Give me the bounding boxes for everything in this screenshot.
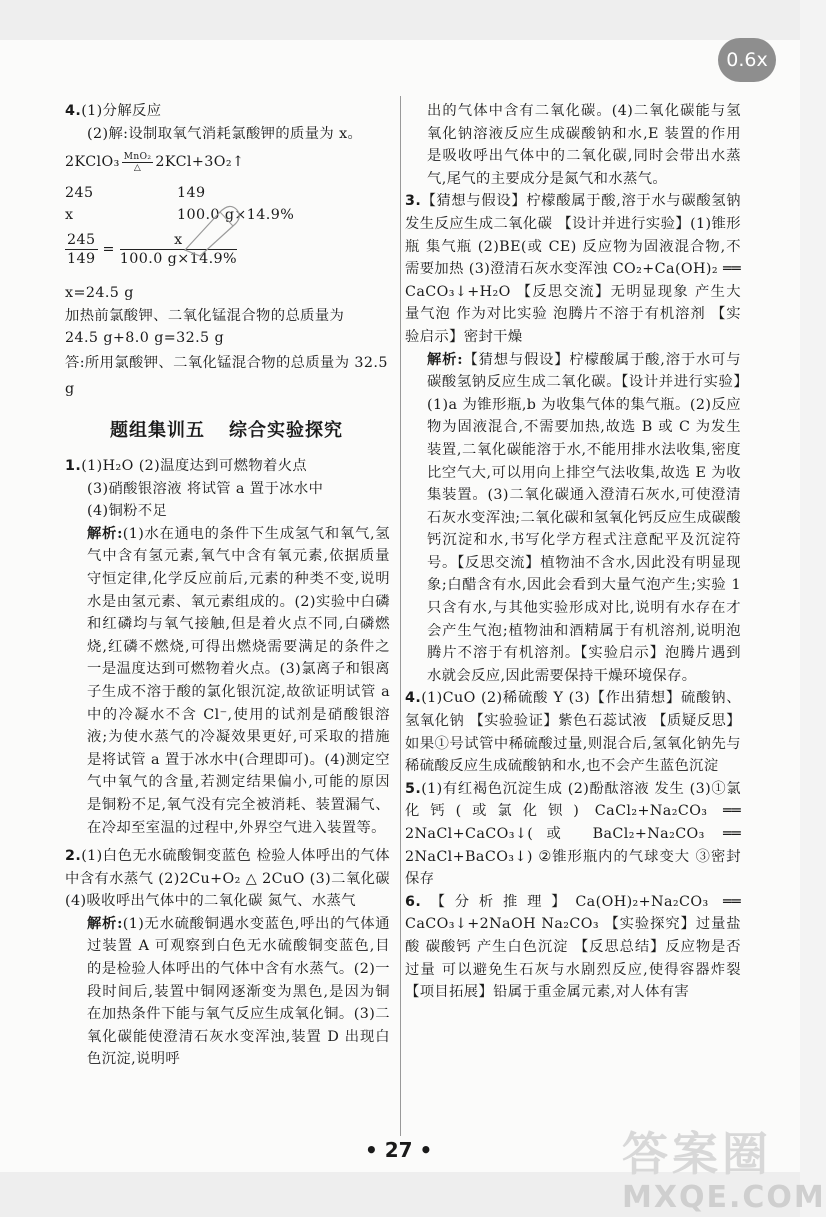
- answer-text: (2)解:设制取氧气消耗氯酸钾的质量为 x。: [87, 125, 363, 142]
- viewer-top-bar: [0, 0, 800, 40]
- pencil-sketch-icon: [175, 200, 245, 260]
- answer-text: (4)铜粉不足: [87, 503, 168, 520]
- analysis-paragraph: 解析:(1)无水硫酸铜遇水变蓝色,呼出的气体通过装置 A 可观察到白色无水硫酸铜变蓝色,目的是检验人体呼出的气体中含有水蒸气。(2)一段时间后,装置中铜网逐渐变为黑色,是因为铜在加热条件下能与氧气反应生成氧化铜。(3)二氧化碳能使澄清石灰水变浑浊,装置 D 出现白色沉淀,说明呼: [87, 915, 390, 1068]
- ratio-equation: $\frac{245}{149}$ = $\frac{x}{100.0 g\times 14.9\%}$: [67, 231, 238, 267]
- question-number: 2.: [65, 848, 82, 865]
- answer-text: (1)分解反应: [81, 103, 162, 119]
- page-number: • 27 •: [365, 1138, 433, 1162]
- question-number: 1.: [65, 458, 82, 474]
- answer-text: 【分析推理】Ca(OH)₂+Na₂CO₃ ══ CaCO₃↓+2NaOH Na₂CO₃ 【实验探究】过量盐酸 碳酸钙 产生白色沉淀 【反思总结】反应物是否过量 可以避免生石灰与水剧烈反应,使得容器炸裂 【项目拓展】铅属于重金属元素,对人体有害: [405, 893, 741, 1001]
- answer-text: (1)有红褐色沉淀生成 (2)酚酞溶液 发生 (3)①氯化钙(或氯化钡) CaCl₂+Na₂CO₃ ══ 2NaCl+CaCO₃↓(或 BaCl₂+Na₂CO₃ ══ 2NaCl+BaCO₃↓) ②锥形瓶内的气球变大 ③密封保存: [405, 780, 741, 888]
- mass-row: x 100.0 g×14.9%: [65, 207, 295, 224]
- question-number: 6.: [405, 893, 422, 910]
- answer-text: (3)硝酸银溶液 将试管 a 置于冰水中: [87, 480, 324, 497]
- answer-text: (1)H₂O (2)温度达到可燃物着火点: [81, 458, 308, 474]
- answer-text: x=24.5 g: [65, 284, 134, 301]
- answer-text: (1)白色无水硫酸铜变蓝色 检验人体呼出的气体中含有水蒸气 (2)2Cu+O₂ △ 2CuO (3)二氧化碳 (4)吸收呼出气体中的二氧化碳 氮气、水蒸气: [65, 848, 390, 910]
- analysis-paragraph: 解析:(1)水在通电的条件下生成氢气和氧气,氢气中含有氢元素,氧气中含有氧元素,依据质量守恒定律,化学反应前后,元素的种类不变,说明水是由氢元素、氧元素组成的。(2)实验中白磷和红磷均与氧气接触,但是着火点不同,白磷燃烧,红磷不燃烧,可得出燃烧需要满足的条件之一是温度达到可燃物着火点。(3)氯离子和银离子生成不溶于酸的氯化银沉淀,故欲证明试管 a 中的冷凝水不含 Cl⁻,使用的试剂是硝酸银溶液;为使水蒸气的冷凝效果更好,可采取的措施是将试管 a 置于冰水中(合理即可)。(4)测定空气中氧气的含量,若测定结果偏小,可能的原因是铜粉不足,氧气没有完全被消耗、装置漏气、在冷却至室温的过程中,外界空气进入装置等。: [87, 525, 390, 836]
- question-number: 4.: [65, 103, 82, 119]
- answer-text: (1)CuO (2)稀硫酸 Y (3)【作出猜想】硫酸钠、氢氧化钠 【实验验证】紫色石蕊试液 【质疑反思】如果①号试管中稀硫酸过量,则混合后,氢氧化钠先与稀硫酸反应生成硫酸钠和水,也不会产生蓝色沉淀: [405, 690, 741, 775]
- answer-text: 出的气体中含有二氧化碳。(4)二氧化碳能与氢氧化钠溶液反应生成碳酸钠和水,E 装置的作用是吸收呼出气体中的二氧化碳,同时会带出水蒸气,尾气的主要成分是氮气和水蒸气。: [427, 103, 741, 187]
- answer-text: 24.5 g+8.0 g=32.5 g: [65, 330, 225, 347]
- question-number: 4.: [405, 690, 422, 707]
- playback-speed-button[interactable]: 0.6x: [718, 38, 776, 82]
- section-title: 题组集训五 综合实验探究: [110, 420, 343, 441]
- answer-text: 【猜想与假设】柠檬酸属于酸,溶于水与碳酸氢钠发生反应生成二氧化碳 【设计并进行实验】(1)锥形瓶 集气瓶 (2)BE(或 CE) 反应物为固液混合物,不需要加热 (3)澄清石灰水变浑浊 CO₂+Ca(OH)₂ ══ CaCO₃↓+H₂O 【反思交流】无明显现象 产生大量气泡 作为对比实验 泡腾片不溶于有机溶剂 【实验启示】密封干燥: [405, 193, 741, 345]
- chemical-equation: 2KClO₃ $\frac{\text{MnO₂}}{\triangle}$ 2KCl+3O₂↑: [65, 151, 245, 173]
- analysis-paragraph: 解析:【猜想与假设】柠檬酸属于酸,溶于水可与碳酸氢钠反应生成二氧化碳。【设计并进行实验】(1)a 为锥形瓶,b 为收集气体的集气瓶。(2)反应物为固液混合,不需要加热,故选 B 或 C 为发生装置,二氧化碳能溶于水,不能用排水法收集,密度比空气大,可以用向上排空气法收集,故选 E 为收集装置。(3)二氧化碳通入澄清石灰水,可使澄清石灰水变浑浊;二氧化碳和氢氧化钙反应生成碳酸钙沉淀和水,书写化学方程式注意配平及沉淀符号。【反思交流】植物油不含水,因此没有明显现象;白醋含有水,因此会看到大量气泡产生;实验 1 只含有水,与其他实验形成对比,说明有水存在才会产生气泡;植物油和酒精属于有机溶剂,说明泡腾片不溶于有机溶剂。【实验启示】泡腾片遇到水就会反应,因此需要保持干燥环境保存。: [427, 351, 741, 684]
- watermark-logo: 答案圈 MXQE.COM: [622, 1127, 826, 1215]
- column-divider: [400, 96, 401, 1136]
- left-column-lower: [65, 455, 390, 1071]
- question-number: 5.: [405, 780, 422, 797]
- mass-row: 245 149: [65, 184, 206, 201]
- question-number: 3.: [405, 193, 422, 210]
- right-column: [405, 100, 741, 1004]
- answer-text: 加热前氯酸钾、二氧化锰混合物的总质量为: [65, 307, 345, 324]
- answer-text: 答:所用氯酸钾、二氧化锰混合物的总质量为 32.5 g: [65, 354, 388, 397]
